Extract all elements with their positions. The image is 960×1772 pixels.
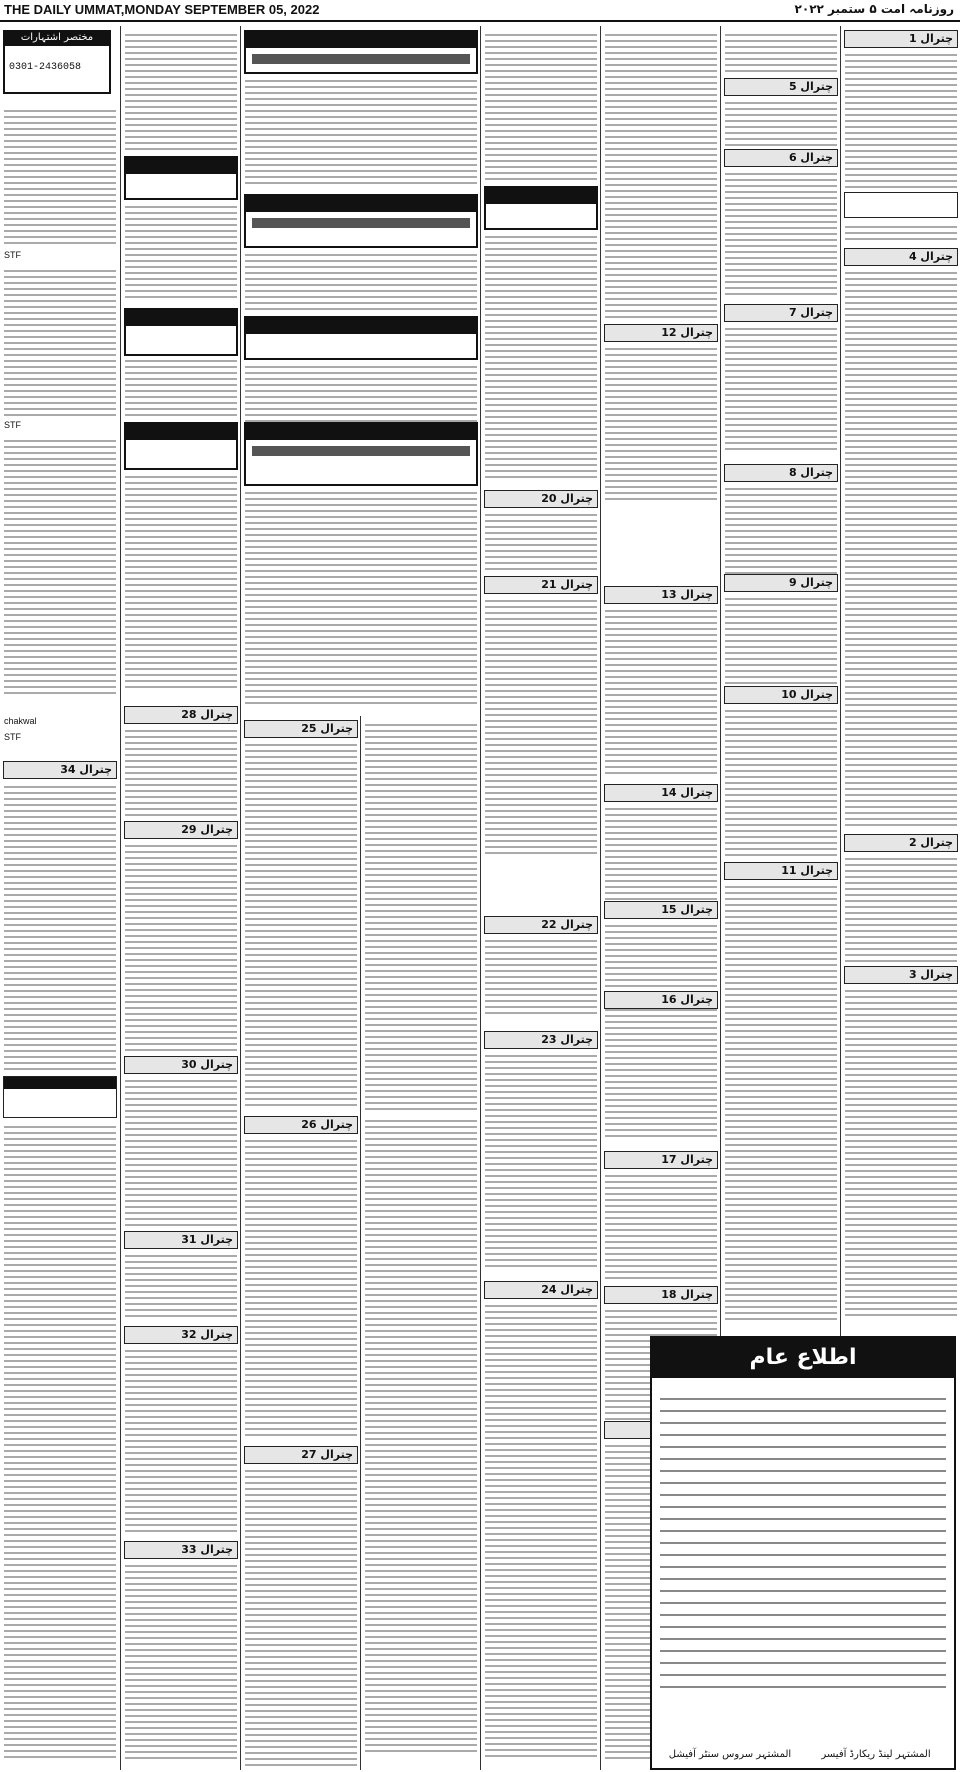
headline-block (124, 308, 238, 356)
section-header-24: چترال 24 (484, 1281, 598, 1299)
column-5 (480, 26, 601, 1770)
column-8 (0, 26, 120, 1770)
section-header-11: چترال 11 (724, 862, 838, 880)
section-header-8: چترال 8 (724, 464, 838, 482)
section-header-23: چترال 23 (484, 1031, 598, 1049)
section-header-17: چترال 17 (604, 1151, 718, 1169)
section-header-1: چترال 1 (844, 30, 958, 48)
section-header-15: چترال 15 (604, 901, 718, 919)
classified-ad-phone: 0301-2436058 (9, 62, 82, 73)
notice-signature-land-record: المشتہر لینڈ ریکارڈ آفیسر (821, 1749, 931, 1760)
stf-marker: STF (4, 732, 21, 742)
section-header-29: چترال 29 (124, 821, 238, 839)
section-header-20: چترال 20 (484, 490, 598, 508)
public-notice (650, 1336, 956, 1770)
stf-marker: STF (4, 250, 21, 260)
section-header-4: چترال 4 (844, 248, 958, 266)
section-header-28: چترال 28 (124, 706, 238, 724)
section-header-22: چترال 22 (484, 916, 598, 934)
newspaper-page (0, 26, 960, 1770)
classified-ad-title: مختصر اشتہارات (5, 32, 109, 46)
highlight-box (844, 192, 958, 218)
column-6b (360, 716, 481, 1770)
headline-block (244, 422, 478, 486)
section-header-7: چترال 7 (724, 304, 838, 322)
section-header-14: چترال 14 (604, 784, 718, 802)
section-header-12: چترال 12 (604, 324, 718, 342)
section-header-13: چترال 13 (604, 586, 718, 604)
headline-block (244, 30, 478, 74)
section-header-26: چترال 26 (244, 1116, 358, 1134)
headline-block (484, 186, 598, 230)
section-header-21: چترال 21 (484, 576, 598, 594)
notice-signature-service-center: المشتہر سروس سنٹر آفیشل (668, 1749, 792, 1760)
section-header-31: چترال 31 (124, 1231, 238, 1249)
section-header-10: چترال 10 (724, 686, 838, 704)
column-6a (240, 716, 361, 1770)
chakwal-marker: chakwal (4, 716, 37, 726)
section-header-27: چترال 27 (244, 1446, 358, 1464)
section-header-16: چترال 16 (604, 991, 718, 1009)
stf-marker: STF (4, 420, 21, 430)
section-header-2: چترال 2 (844, 834, 958, 852)
masthead-english: THE DAILY UMMAT,MONDAY SEPTEMBER 05, 2022 (4, 2, 320, 17)
masthead (0, 0, 960, 22)
headline-block (124, 422, 238, 470)
column-7 (120, 26, 241, 1770)
classified-ad-box (3, 30, 111, 94)
section-header-5: چترال 5 (724, 78, 838, 96)
section-header-9: چترال 9 (724, 574, 838, 592)
section-header-18: چترال 18 (604, 1286, 718, 1304)
section-header-32: چترال 32 (124, 1326, 238, 1344)
section-header-25: چترال 25 (244, 720, 358, 738)
section-header-6: چترال 6 (724, 149, 838, 167)
masthead-urdu: روزنامہ امت ۵ ستمبر ۲۰۲۲ (794, 2, 954, 16)
classified-ad-box-2 (3, 1076, 117, 1118)
section-header-34: چترال 34 (3, 761, 117, 779)
section-header-3: چترال 3 (844, 966, 958, 984)
headline-block (244, 316, 478, 360)
headline-block (124, 156, 238, 200)
headline-block (244, 194, 478, 248)
section-header-33: چترال 33 (124, 1541, 238, 1559)
section-header-30: چترال 30 (124, 1056, 238, 1074)
public-notice-title: اطلاع عام (652, 1338, 954, 1378)
